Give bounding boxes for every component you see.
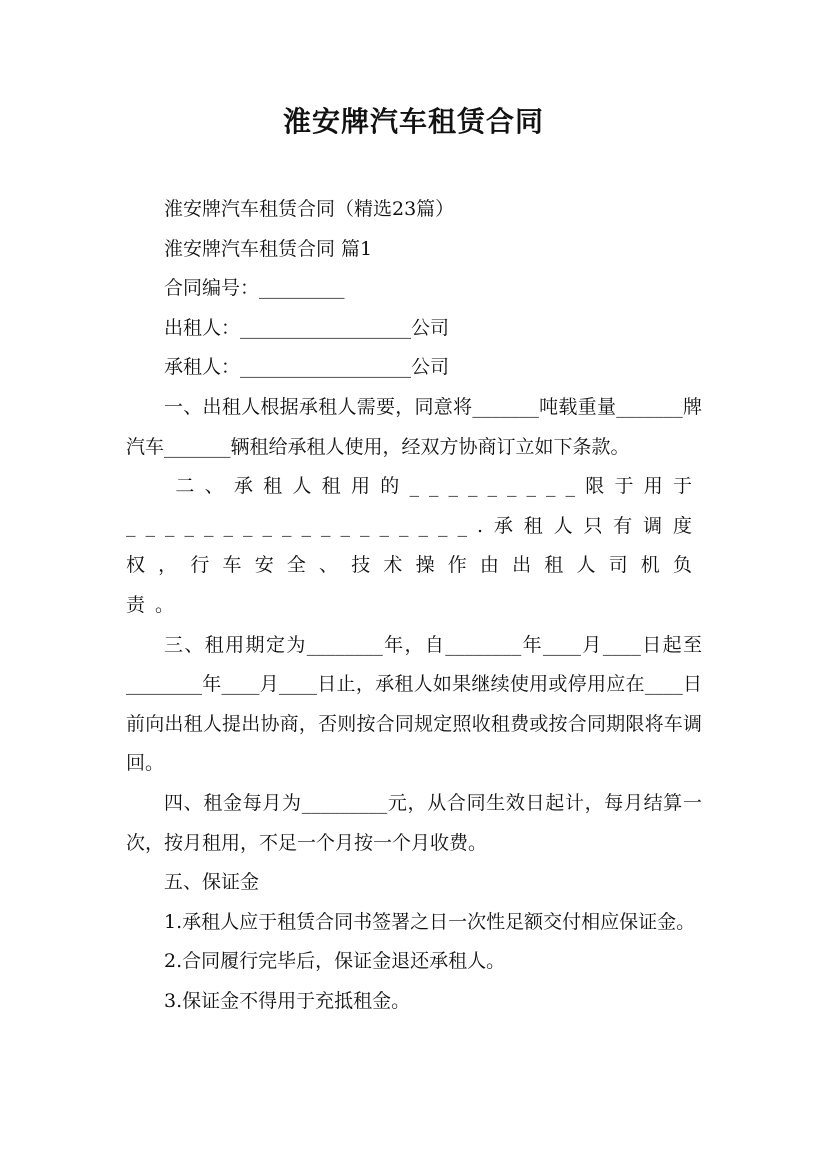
paragraph-clause-3: 三、租用期定为________年，自________年____月____日起至________年____月____日止，承租人如果继续使用或停用应在____日前向出租人提出协商，否则按合同规定照收租费或按合同期限将车调回。 — [126, 633, 702, 775]
paragraph-clause-5-item-3: 3.保证金不得用于充抵租金。 — [164, 989, 411, 1012]
paragraph-clause-5-item-2: 2.合同履行完毕后，保证金退还承租人。 — [164, 950, 506, 973]
paragraph-lessor: 出租人：__________________公司 — [164, 316, 450, 339]
paragraph-section-heading: 淮安牌汽车租赁合同 篇1 — [164, 237, 373, 260]
paragraph-clause-1: 一、出租人根据承租人需要，同意将_______吨载重量_______牌汽车_______辆租给承租人使用，经双方协商订立如下条款。 — [126, 395, 702, 458]
document-body — [126, 190, 702, 1021]
paragraph-clause-5-heading: 五、保证金 — [164, 871, 260, 894]
paragraph-clause-5-item-1: 1.承租人应于租赁合同书签署之日一次性足额交付相应保证金。 — [164, 910, 696, 933]
paragraph-lessee: 承租人：__________________公司 — [164, 356, 450, 379]
paragraph-clause-4: 四、租金每月为_________元，从合同生效日起计，每月结算一次，按月租用，不足一个月按一个月收费。 — [126, 791, 702, 854]
document-title: 淮安牌汽车租赁合同 — [282, 105, 544, 138]
paragraph-contract-number: 合同编号：_________ — [164, 277, 345, 300]
paragraph-clause-2: 二、承租人租用的_________限于用于__________________.承租人只有调度权，行车安全、技术操作由出租人司机负责。 — [126, 475, 702, 616]
paragraph-subtitle: 淮安牌汽车租赁合同（精选23篇） — [164, 198, 455, 220]
